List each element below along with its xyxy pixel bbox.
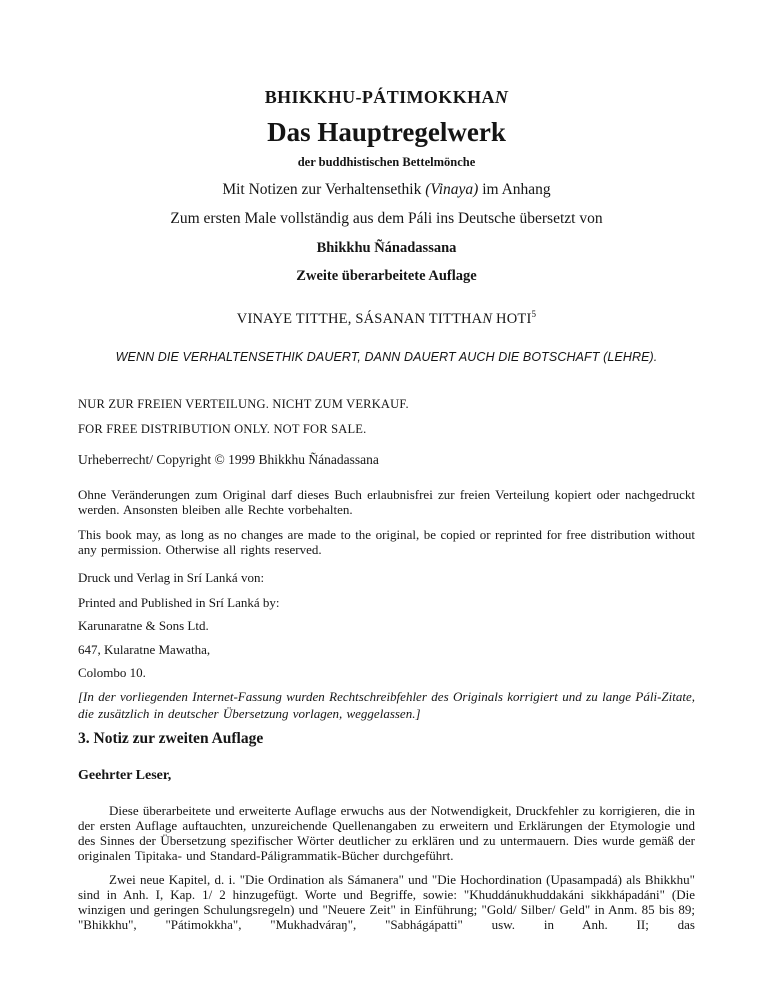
distribution-notice-en: FOR FREE DISTRIBUTION ONLY. NOT FOR SALE.	[78, 422, 367, 436]
pali-motto-prefix: VINAYE TITTHE, SÁSANAN TITTHA	[236, 311, 483, 327]
footnote-reference-5: 5	[531, 309, 537, 320]
body-paragraph-1: Diese überarbeitete und erweiterte Auflage erwuchs aus der Notwendigkeit, Druckfehler zu korrigieren, die in der ersten Auflage auftauchten, unzureichende Quellenangaben zu erweitern und Erklärungen der Etymologie und des Sinnes der Übersetzung spezifischer Wörter deutlicher zu erklären und zu untermauern. Dies wurde gemäß der originalen Tipitaka- und Standard-Páligrammatik-Bücher durchgeführt.	[78, 803, 695, 863]
publisher-name: Karunaratne & Sons Ltd.	[78, 618, 209, 633]
publisher-line-de: Druck und Verlag in Srí Lanká von:	[78, 570, 265, 585]
distribution-notice-de: NUR ZUR FREIEN VERTEILUNG. NICHT ZUM VERKAUF.	[78, 397, 409, 411]
german-motto: WENN DIE VERHALTENSETHIK DAUERT, DANN DAUERT AUCH DIE BOTSCHAFT (LEHRE).	[115, 350, 658, 364]
notes-line-prefix: Mit Notizen zur Verhaltensethik	[222, 181, 426, 198]
copyright-line: Urheberrecht/ Copyright © 1999 Bhikkhu Ñánadassana	[78, 452, 379, 467]
permission-paragraph-de: Ohne Veränderungen zum Original darf dieses Buch erlaubnisfrei zur freien Verteilung kopiert oder nachgedruckt werden. Ansonsten bleiben alle Rechte vorbehalten.	[78, 487, 695, 517]
main-title: Das Hauptregelwerk	[267, 117, 506, 147]
salutation: Geehrter Leser,	[78, 768, 172, 783]
pali-motto	[78, 310, 695, 328]
book-title-niggahita-n: N	[494, 87, 509, 107]
book-title-caps-text: BHIKKHU-PÁTIMOKKHA	[264, 87, 495, 107]
permission-paragraph-en: This book may, as long as no changes are made to the original, be copied or reprinted for free distribution without any permission. Otherwise all rights reserved.	[78, 527, 695, 557]
notes-line	[78, 180, 695, 200]
notes-line-suffix: im Anhang	[478, 181, 551, 198]
section-heading: 3. Notiz zur zweiten Auflage	[78, 730, 264, 747]
subtitle: der buddhistischen Bettelmönche	[297, 155, 476, 169]
book-title-caps	[78, 86, 695, 108]
publisher-line-en: Printed and Published in Srí Lanká by:	[78, 595, 280, 610]
edition-line: Zweite überarbeitete Auflage	[296, 268, 477, 284]
translation-line: Zum ersten Male vollständig aus dem Páli ins Deutsche übersetzt von	[170, 210, 603, 227]
author-name: Bhikkhu Ñánadassana	[316, 240, 457, 256]
publisher-city: Colombo 10.	[78, 665, 146, 680]
pali-motto-niggahita-n: N	[482, 311, 493, 327]
internet-edition-note: [In der vorliegenden Internet-Fassung wurden Rechtschreibfehler des Originals korrigiert und zu lange Páli-Zitate, die zusätzlich in deutscher Übersetzung vorlagen, weggelassen.]	[78, 689, 695, 721]
publisher-street: 647, Kularatne Mawatha,	[78, 642, 211, 657]
vinaya-italic: (Vinaya)	[425, 181, 479, 198]
body-paragraph-2: Zwei neue Kapitel, d. i. "Die Ordination als Sámanera" und "Die Hochordination (Upasampadá) als Bhikkhu" sind in Anh. I, Kap. 1/ 2 hinzugefügt. Worte und Begriffe, sowie: "Khuddánukhuddakáni sikkhápadáni" (Die winzigen und geringen Schulungsregeln) und "Neuere Zeit" in Einführung; "Gold/ Silber/ Geld" in Anm. 85 bis 89; "Bhikkhu", "Pátimokkha", "Mukhadváraŋ", "Sabhágápatti" usw. in Anh. II; das	[78, 872, 695, 932]
pali-motto-suffix: HOTI	[492, 311, 532, 327]
